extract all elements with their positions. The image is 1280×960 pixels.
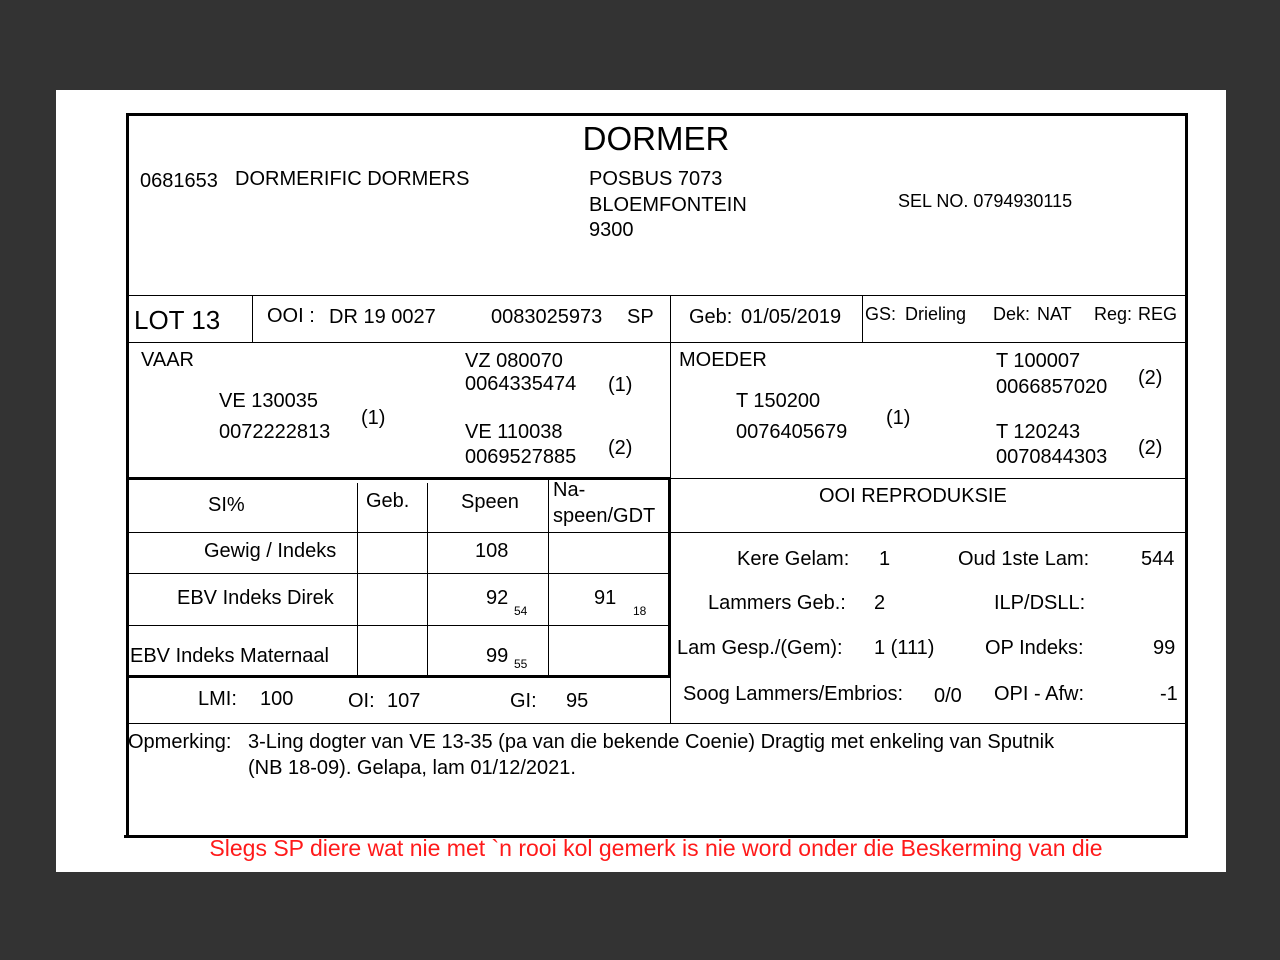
ebv-direct-label: EBV Indeks Direk [177,587,334,609]
dam-dam-number: 0070844303 [996,446,1108,468]
sire-sire-grade: (1) [608,374,633,396]
rule-index-row2 [126,625,671,626]
weight-index-speen: 108 [475,540,509,562]
dam-id: T 150200 [736,390,821,412]
index-header-si: SI% [208,494,245,516]
rule-pedigree-bottom [126,477,671,480]
rule-repro-header [671,532,1186,533]
dam-sire-grade: (2) [1138,367,1163,389]
dam-dam-grade: (2) [1138,437,1163,459]
reproduction-title: OOI REPRODUKSIE [819,485,1007,507]
sp-mark: SP [627,306,654,328]
rule-index-right [668,478,671,677]
frame-right [1185,113,1188,837]
breed-title: DORMER [582,120,730,157]
sire-dam-number: 0069527885 [465,446,577,468]
index-header-geb: Geb. [366,490,410,512]
suckling-lambs-label: Soog Lammers/Embrios: [683,683,904,705]
remarks-line-2: (NB 18-09). Gelapa, lam 01/12/2021. [248,757,576,779]
protection-notice: Slegs SP diere wat nie met `n rooi kol gemerk is nie word onder die Beskerming van die [209,835,1103,861]
dam-sire-number: 0066857020 [996,376,1108,398]
sire-grade: (1) [361,407,386,429]
gs-label: GS: [865,304,897,324]
op-index-label: OP Indeks: [985,637,1084,659]
oi-label: OI: [348,690,375,712]
age-first-lamb-label: Oud 1ste Lam: [958,548,1090,570]
birth-label: Geb: [689,306,733,328]
sire-sire-id: VZ 080070 [465,350,563,372]
suckling-lambs-value: 0/0 [934,685,962,707]
times-lambed-label: Kere Gelam: [737,548,850,570]
rule-index-row1 [126,573,671,574]
frame-top [126,113,1188,116]
dek-label: Dek: [993,304,1031,324]
rule-index-col2 [427,483,428,675]
rule-index-header [126,532,671,533]
weight-index-label: Gewig / Indeks [204,540,337,562]
lambs-born-label: Lammers Geb.: [708,592,846,614]
registration-number: 0083025973 [491,306,603,328]
ilp-dsll-label: ILP/DSLL: [994,592,1086,614]
address-line-3: 9300 [589,219,634,241]
sire-sire-number: 0064335474 [465,373,577,395]
index-header-speen: Speen [461,491,519,513]
op-index-value: 99 [1153,637,1176,659]
ooi-label: OOI : [267,305,315,327]
address-line-1: POSBUS 7073 [589,168,723,190]
sire-number: 0072222813 [219,421,331,443]
lambs-weaned-value: 1 (111) [874,637,935,659]
rule-lot-divider [252,295,253,342]
breeder-name: DORMERIFIC DORMERS [235,168,470,190]
ebv-direct-naspeen-accuracy: 18 [633,604,647,618]
opi-deviation-label: OPI - Afw: [994,683,1085,705]
rule-lot-bottom [126,342,1186,343]
age-first-lamb-value: 544 [1141,548,1175,570]
reg-value: REG [1138,304,1178,324]
ebv-direct-naspeen: 91 [594,587,617,609]
sire-heading: VAAR [141,349,194,371]
dam-heading: MOEDER [679,349,767,371]
lot-card [56,90,1226,872]
rule-remarks-top [126,723,1186,724]
rule-geb-divider [862,295,863,342]
gi-value: 95 [566,690,589,712]
ebv-direct-speen-accuracy: 54 [514,604,528,618]
index-header-naspeen-1: Na- [553,479,586,501]
ebv-maternal-speen-accuracy: 55 [514,657,528,671]
dam-number: 0076405679 [736,421,848,443]
birth-date: 01/05/2019 [741,306,842,328]
address-line-2: BLOEMFONTEIN [589,194,747,216]
frame-left [126,113,129,837]
sire-dam-id: VE 110038 [465,421,563,443]
oi-value: 107 [387,690,421,712]
lambs-born-value: 2 [874,592,886,614]
sire-id: VE 130035 [219,390,318,412]
dam-grade: (1) [886,407,911,429]
ebv-maternal-label: EBV Indeks Maternaal [130,645,329,667]
opi-deviation-value: -1 [1160,683,1178,705]
rule-index-col1 [357,483,358,675]
sire-dam-grade: (2) [608,437,633,459]
dek-value: NAT [1037,304,1072,324]
remarks-line-1: 3-Ling dogter van VE 13-35 (pa van die bekende Coenie) Dragtig met enkeling van Sputnik [248,731,1055,753]
gi-label: GI: [510,690,537,712]
phone-number: SEL NO. 0794930115 [898,191,1073,211]
lmi-value: 100 [260,688,294,710]
remarks-label: Opmerking: [128,731,232,753]
dam-sire-id: T 100007 [996,350,1081,372]
times-lambed-value: 1 [879,548,891,570]
rule-index-col3 [548,478,549,675]
lot-number: LOT 13 [134,305,221,335]
lmi-label: LMI: [198,688,237,710]
index-header-naspeen-2: speen/GDT [553,505,656,527]
ebv-maternal-speen: 99 [486,645,509,667]
gs-value: Drieling [905,304,967,324]
rule-index-row3 [126,675,671,678]
ebv-direct-speen: 92 [486,587,509,609]
rule-pedigree-bottom-right [671,478,1186,479]
ooi-id: DR 19 0027 [329,306,436,328]
breeder-number: 0681653 [140,170,218,192]
rule-lot-top [126,295,1186,296]
lambs-weaned-label: Lam Gesp./(Gem): [677,637,843,659]
reg-label: Reg: [1094,304,1133,324]
dam-dam-id: T 120243 [996,421,1081,443]
